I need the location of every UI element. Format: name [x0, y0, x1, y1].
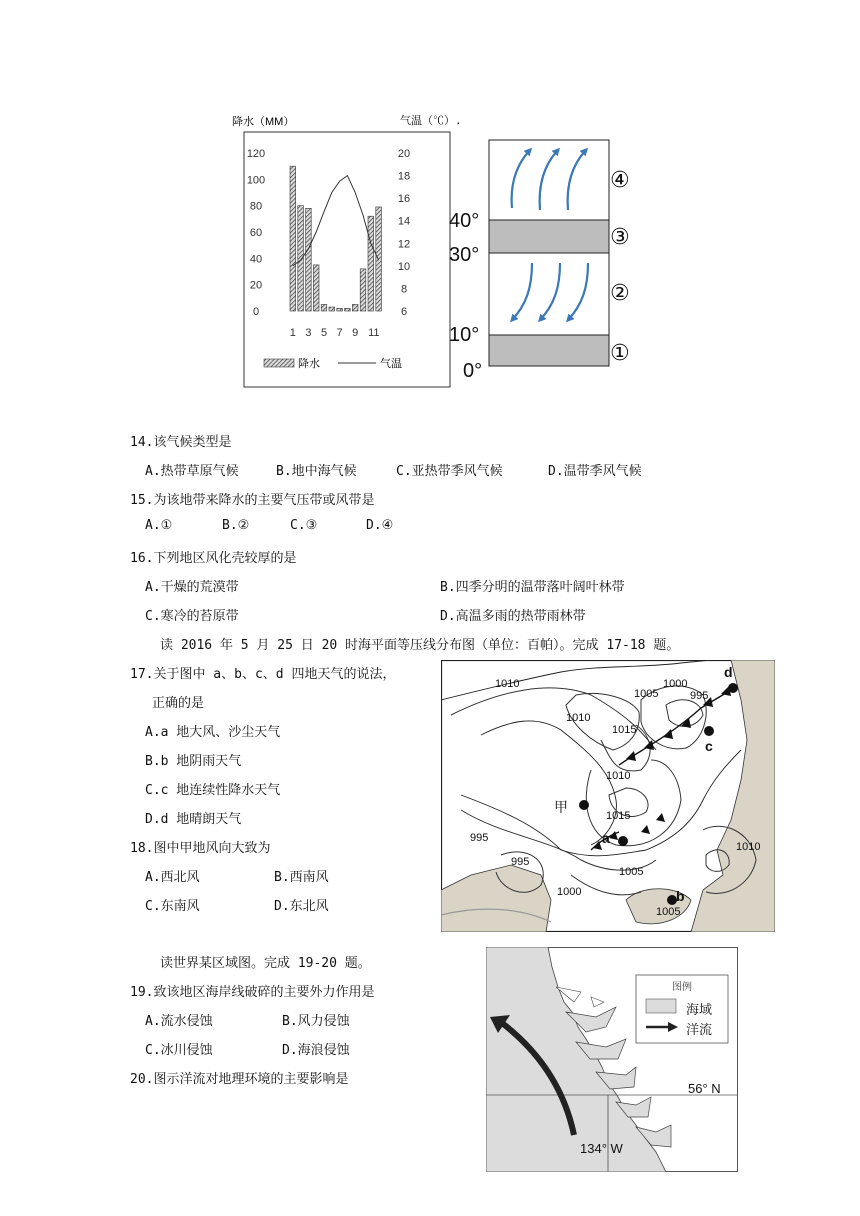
- isobar-label: 995: [470, 832, 489, 844]
- lat-label-10: 10°: [449, 324, 480, 346]
- q17-option-c: C.c 地连续性降水天气: [145, 783, 281, 798]
- right-tick-label: 12: [397, 238, 411, 251]
- left-tick-label: 120: [246, 148, 266, 160]
- x-tick-label: 11: [368, 327, 380, 339]
- precip-bar: [313, 265, 319, 311]
- region-map: [486, 947, 738, 1172]
- question-17-cont: 正确的是: [152, 696, 205, 711]
- precip-bar: [290, 166, 296, 311]
- isobar-label: 1000: [557, 886, 582, 898]
- zone-label-1: ①: [610, 341, 630, 366]
- right-tick-label: 20: [397, 148, 411, 160]
- q16-option-a: A.干燥的荒漠带: [145, 580, 239, 595]
- q15-option-d: D.④: [366, 518, 394, 533]
- belt-1-fill: [489, 335, 609, 366]
- q15-option-c: C.③: [290, 518, 318, 533]
- x-tick-label: 7: [336, 327, 343, 339]
- point-d-dot: [728, 683, 738, 693]
- lat-label-40: 40°: [449, 210, 480, 232]
- isobar-label: 1010: [736, 841, 761, 853]
- point-b-label: b: [676, 888, 685, 904]
- isobar-label: 1005: [619, 866, 644, 878]
- region-map-svg: [486, 947, 738, 1172]
- isobar-label: 1005: [634, 688, 659, 700]
- right-tick-label: 8: [400, 283, 408, 296]
- legend-precip-swatch: [264, 359, 294, 367]
- x-tick-label: 1: [289, 327, 296, 339]
- q18-option-a: A.西北风: [145, 870, 200, 885]
- temp-axis-title: 气温（℃）.: [400, 114, 462, 127]
- isobar-label: 1010: [566, 712, 591, 724]
- precip-bar: [352, 304, 358, 311]
- q16-option-d: D.高温多雨的热带雨林带: [440, 609, 586, 624]
- precip-bar: [360, 269, 366, 311]
- precip-axis-title: 降水（MM）: [232, 116, 295, 128]
- q15-option-a: A.①: [145, 518, 173, 533]
- x-tick-label: 3: [305, 327, 312, 339]
- x-tick-label: 5: [320, 327, 328, 339]
- precip-bars: [290, 166, 381, 311]
- precip-bar: [329, 307, 335, 311]
- right-tick-label: 16: [397, 193, 411, 206]
- q19-option-b: B.风力侵蚀: [282, 1014, 350, 1029]
- point-c-label: c: [705, 738, 713, 754]
- precip-bar: [321, 304, 327, 311]
- q14-option-c: C.亚热带季风气候: [396, 464, 503, 479]
- q14-option-a: A.热带草原气候: [145, 464, 239, 479]
- legend-sea-swatch: [646, 999, 676, 1013]
- question-20: 20.图示洋流对地理环境的主要影响是: [130, 1072, 349, 1087]
- q15-option-b: B.②: [222, 518, 250, 533]
- left-tick-label: 40: [249, 253, 263, 266]
- isobar-label: 995: [511, 856, 530, 868]
- right-tick-label: 18: [397, 170, 411, 183]
- x-tick-label: 9: [352, 327, 359, 339]
- question-17: 17.关于图中 a、b、c、d 四地天气的说法，: [130, 667, 396, 682]
- lat-label-0: 0°: [463, 360, 483, 382]
- q16-option-b: B.四季分明的温带落叶阔叶林带: [440, 580, 625, 595]
- question-14: 14.该气候类型是: [130, 435, 232, 450]
- point-jia-dot: [579, 800, 589, 810]
- legend-title: 图例: [672, 982, 692, 993]
- q17-option-d: D.d 地晴朗天气: [145, 812, 242, 827]
- belt-3-fill: [489, 220, 609, 253]
- longitude-label: 134° W: [580, 1141, 623, 1156]
- q16-option-c: C.寒冷的苔原带: [145, 609, 239, 624]
- question-16: 16.下列地区风化壳较厚的是: [130, 551, 297, 566]
- left-tick-label: 80: [249, 200, 263, 213]
- left-tick-label: 0: [252, 306, 260, 318]
- isobar-label: 1010: [606, 770, 631, 782]
- isobar-map: [441, 660, 775, 932]
- right-axis-ticks: [398, 148, 410, 318]
- q18-option-d: D.东北风: [274, 899, 329, 914]
- chart-frame: [244, 132, 450, 387]
- zone-label-3: ③: [610, 225, 630, 250]
- legend-sea-label: 海域: [686, 1003, 713, 1018]
- question-19: 19.致该地区海岸线破碎的主要外力作用是: [130, 985, 375, 1000]
- left-tick-label: 100: [246, 174, 266, 187]
- precip-bar: [368, 216, 374, 311]
- q14-option-b: B.地中海气候: [276, 464, 357, 479]
- point-c-dot: [704, 726, 714, 736]
- q18-option-c: C.东南风: [145, 899, 200, 914]
- right-tick-label: 6: [400, 306, 408, 318]
- q19-option-c: C.冰川侵蚀: [145, 1043, 213, 1058]
- q17-option-a: A.a 地大风、沙尘天气: [145, 725, 281, 740]
- point-a-label: a: [602, 830, 610, 846]
- question-15: 15.为该地带来降水的主要气压带或风带是: [130, 493, 375, 508]
- isobar-map-svg: [441, 660, 775, 932]
- q18-option-b: B.西南风: [274, 870, 329, 885]
- isobar-label: 1010: [495, 678, 520, 690]
- q14-option-d: D.温带季风气候: [548, 464, 642, 479]
- chart-legend: [264, 356, 402, 370]
- isobar-label: 1005: [656, 906, 681, 918]
- latitude-label: 56° N: [688, 1081, 721, 1096]
- q17-option-b: B.b 地阴雨天气: [145, 754, 242, 769]
- zone-label-2: ②: [610, 281, 630, 306]
- left-axis-ticks: [247, 148, 265, 318]
- precip-bar: [306, 208, 312, 311]
- precip-bar: [298, 206, 304, 311]
- precip-bar: [345, 308, 351, 311]
- right-tick-label: 10: [397, 260, 411, 273]
- legend-current-label: 洋流: [686, 1023, 713, 1038]
- question-18: 18.图中甲地风向大致为: [130, 841, 271, 856]
- point-a-dot: [618, 836, 628, 846]
- precip-bar: [337, 308, 343, 311]
- point-jia-label: 甲: [554, 800, 568, 816]
- zone-label-4: ④: [610, 168, 630, 193]
- q19-option-d: D.海浪侵蚀: [282, 1043, 350, 1058]
- intro-19-20: 读世界某区域图。完成 19-20 题。: [160, 956, 371, 971]
- climate-chart: [228, 108, 456, 390]
- climate-chart-svg: [228, 108, 456, 390]
- isobar-label: 995: [690, 690, 709, 702]
- isobar-label: 1015: [606, 810, 631, 822]
- legend-temp-label: 气温: [380, 358, 402, 370]
- right-tick-label: 14: [397, 215, 411, 228]
- q19-option-a: A.流水侵蚀: [145, 1014, 213, 1029]
- left-tick-label: 20: [249, 279, 263, 292]
- lat-label-30: 30°: [449, 244, 480, 266]
- precip-bar: [376, 207, 382, 311]
- legend-precip-label: 降水: [298, 358, 320, 370]
- point-d-label: d: [724, 664, 733, 680]
- isobar-label: 1000: [663, 678, 688, 690]
- x-axis-ticks: [290, 327, 380, 339]
- left-tick-label: 60: [249, 227, 263, 239]
- intro-17-18: 读 2016 年 5 月 25 日 20 时海平面等压线分布图（单位：百帕）。完成 17-18 题。: [160, 638, 680, 653]
- isobar-label: 1015: [612, 724, 637, 736]
